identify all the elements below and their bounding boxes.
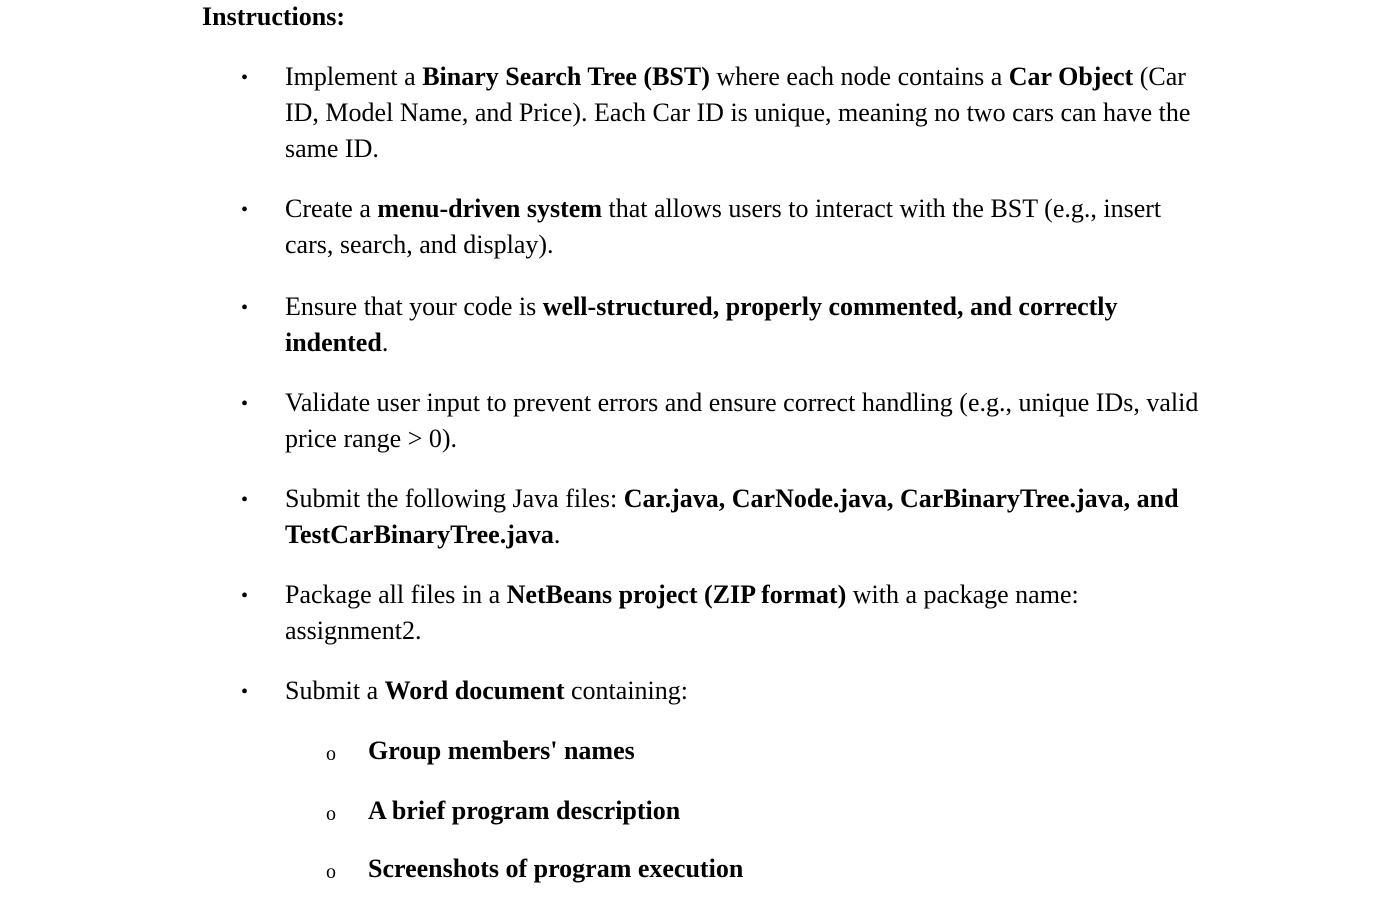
item-text: Submit the following Java files: Car.java, CarNode.java, CarBinaryTree.java, and TestCarBinaryTree.java. [285, 484, 1179, 549]
bullet-icon: • [241, 67, 249, 89]
item-text: Ensure that your code is well-structured, properly commented, and correctly indented. [285, 292, 1118, 357]
item-text: Validate user input to prevent errors and ensure correct handling (e.g., unique IDs, valid price range > 0). [285, 388, 1199, 453]
bullet-icon: • [241, 681, 249, 703]
hollow-bullet-icon: o [326, 803, 336, 825]
hollow-bullet-icon: o [326, 861, 336, 883]
sub-item-text: Group members' names [368, 736, 635, 765]
hollow-bullet-icon: o [326, 743, 336, 765]
bullet-icon: • [241, 585, 249, 607]
bullet-icon: • [241, 199, 249, 221]
item-text: Create a menu-driven system that allows users to interact with the BST (e.g., insert cars, search, and display). [285, 194, 1162, 259]
bullet-icon: • [241, 393, 249, 415]
sub-item-text: Screenshots of program execution [368, 854, 744, 883]
sub-item-text: A brief program description [368, 796, 681, 825]
item-text: Package all files in a NetBeans project (ZIP format) with a package name: assignment2. [285, 580, 1079, 645]
item-text: Submit a Word document containing: [285, 676, 688, 705]
instructions-heading: Instructions: [202, 2, 346, 31]
bullet-icon: • [241, 489, 249, 511]
item-text: Implement a Binary Search Tree (BST) where each node contains a Car Object (Car ID, Model Name, and Price). Each Car ID is unique, meaning no two cars can have the same ID. [285, 62, 1191, 163]
bullet-icon: • [241, 297, 249, 319]
